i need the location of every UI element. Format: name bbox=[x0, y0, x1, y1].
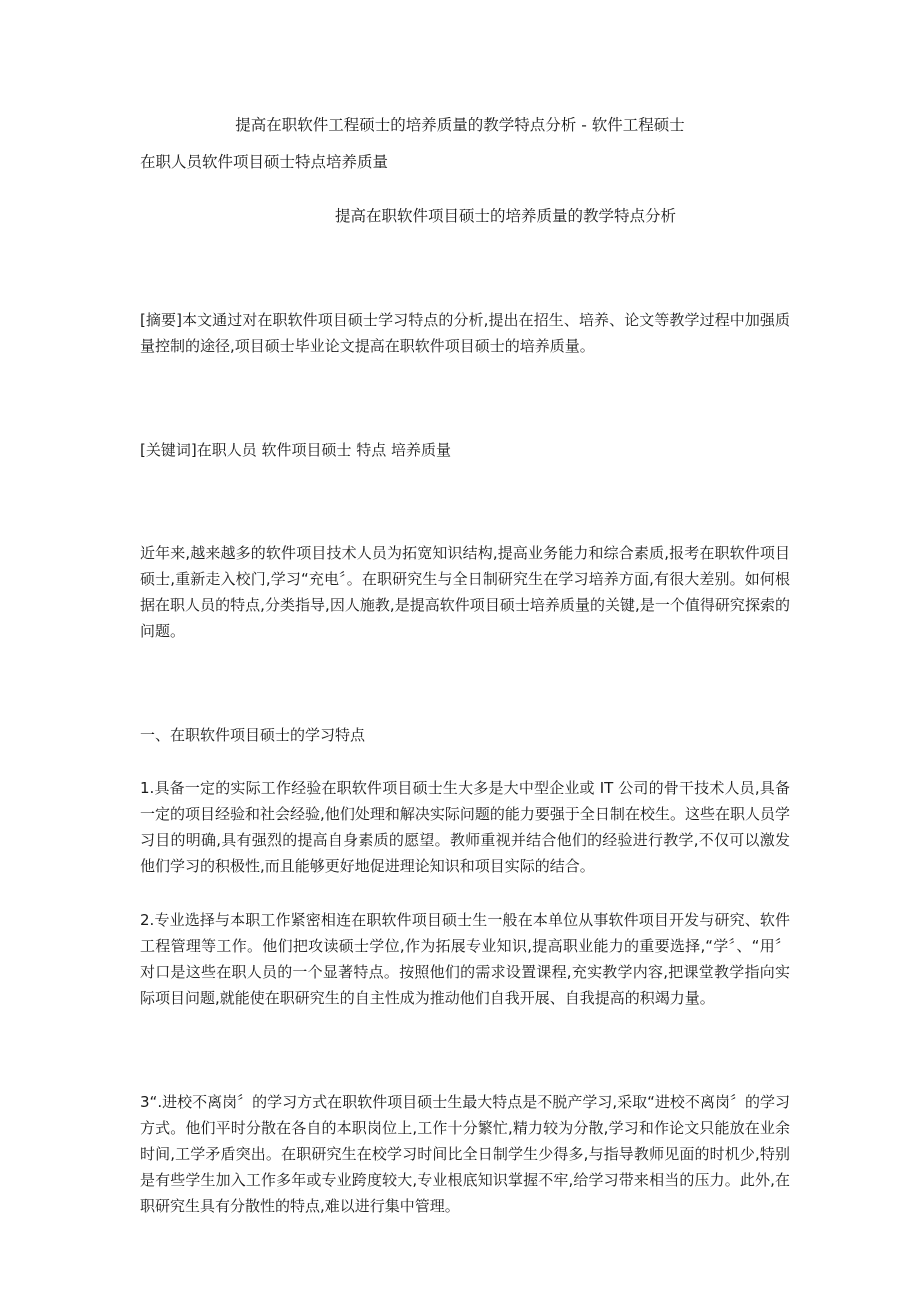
body-paragraph-2: 2.专业选择与本职工作紧密相连在职软件项目硕士生一般在本单位从事软件项目开发与研究、软件工程管理等工作。他们把攻读硕士学位,作为拓展专业知识,提高职业能力的重要选择,“学〞、“用〞对口是这些在职人员的一个显著特点。按照他们的需求设置课程,充实教学内容,把课堂教学指向实际项目问题,就能使在职研究生的自主性成为推动他们自我开展、自我提高的积竭力量。 bbox=[140, 911, 790, 1007]
abstract-paragraph: [摘要]本文通过对在职软件项目硕士学习特点的分析,提出在招生、培养、论文等教学过程中加强质量控制的途径,项目硕士毕业论文提高在职软件项目硕士的培养质量。 bbox=[140, 311, 790, 355]
section-heading: 一、在职软件项目硕士的学习特点 bbox=[140, 726, 366, 744]
body-paragraph-1: 1.具备一定的实际工作经验在职软件项目硕士生大多是大中型企业或 IT 公司的骨干技术人员,具备一定的项目经验和社会经验,他们处理和解决实际问题的能力要强于全日制在校生。这些在职人员学习目的明确,具有强烈的提高自身素质的愿望。教师重视并结合他们的经验进行教学,不仅可以激发他们学习的积极性,而且能够更好地促进理论知识和项目实际的结合。 bbox=[140, 779, 790, 875]
document-subtitle: 在职人员软件项目硕士特点培养质量 bbox=[140, 153, 389, 171]
article-title: 提高在职软件项目硕士的培养质量的教学特点分析 bbox=[335, 207, 677, 225]
keywords-paragraph: [关键词]在职人员 软件项目硕士 特点 培养质量 bbox=[140, 441, 452, 459]
body-paragraph-3: 3“.进校不离岗〞的学习方式在职软件项目硕士生最大特点是不脱产学习,采取“进校不离岗〞的学习方式。他们平时分散在各自的本职岗位上,工作十分繁忙,精力较为分散,学习和作论文只能放在业余时间,工学矛盾突出。在职研究生在校学习时间比全日制学生少得多,与指导教师见面的时机少,特别是有些学生加入工作多年或专业跨度较大,专业根底知识掌握不牢,给学习带来相当的压力。此外,在职研究生具有分散性的特点,难以进行集中管理。 bbox=[140, 1093, 790, 1215]
intro-paragraph: 近年来,越来越多的软件项目技术人员为拓宽知识结构,提高业务能力和综合素质,报考在职软件项目硕士,重新走入校门,学习“充电〞。在职研究生与全日制研究生在学习培养方面,有很大差别。如何根据在职人员的特点,分类指导,因人施教,是提高软件项目硕士培养质量的关键,是一个值得研究探索的问题。 bbox=[140, 544, 790, 640]
document-header-title: 提高在职软件工程硕士的培养质量的教学特点分析 - 软件工程硕士 bbox=[235, 116, 685, 134]
